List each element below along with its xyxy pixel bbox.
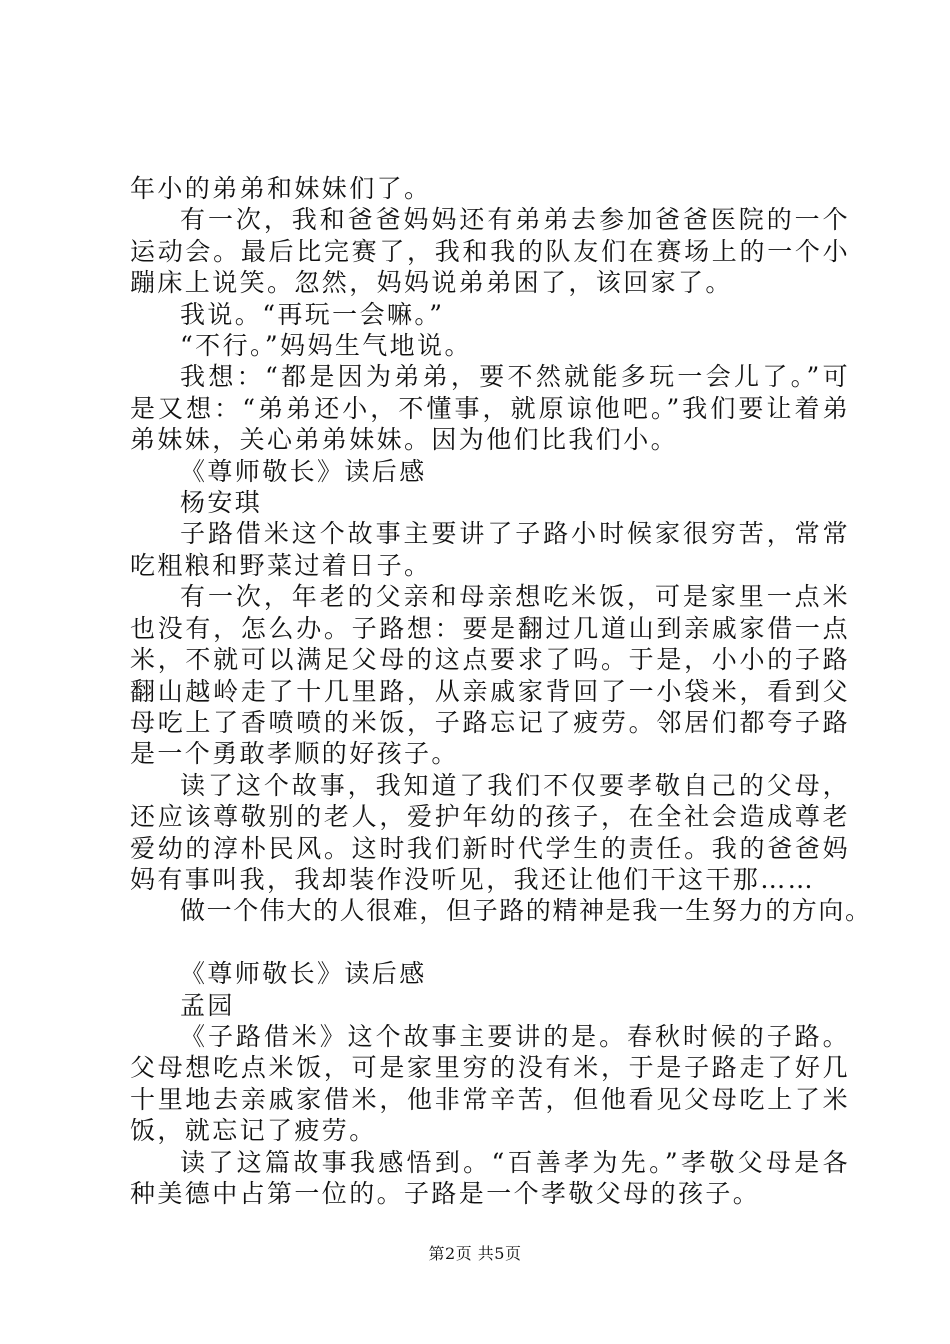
- essay-title: 《尊师敬长》读后感: [180, 456, 427, 486]
- essay-author: 杨安琪: [180, 488, 263, 518]
- paragraph: 《子路借米》这个故事主要讲的是。春秋时候的子路。父母想吃点米饭，可是家里穷的没有米，于是子路走了好几十里地去亲戚家借米，他非常辛苦，但他看见父母吃上了米饭，就忘记了疲劳。: [130, 1021, 850, 1146]
- page-number-footer: 第2页 共5页: [428, 1244, 522, 1263]
- paragraph: 做一个伟大的人很难，但子路的精神是我一生努力的方向。: [180, 896, 872, 926]
- paragraph: 有一次，我和爸爸妈妈还有弟弟去参加爸爸医院的一个运动会。最后比完赛了，我和我的队友们在赛场上的一个小蹦床上说笑。忽然，妈妈说弟弟困了，该回家了。: [130, 205, 850, 298]
- document-body: [130, 173, 872, 1209]
- paragraph: 子路借米这个故事主要讲了子路小时候家很穷苦，常常吃粗粮和野菜过着日子。: [130, 519, 850, 580]
- paragraph: “不行。”妈妈生气地说。: [180, 331, 472, 361]
- paragraph: 读了这个故事，我知道了我们不仅要孝敬自己的父母，还应该尊敬别的老人，爱护年幼的孩子，在全社会造成尊老爱幼的淳朴民风。这时我们新时代学生的责任。我的爸爸妈妈有事叫我，我却装作没听见，我还让他们干这干那……: [130, 770, 850, 894]
- paragraph: 年小的弟弟和妹妹们了。: [130, 174, 432, 203]
- blank-line: [130, 927, 850, 958]
- essay-title: 《尊师敬长》读后感: [180, 959, 427, 989]
- paragraph: 有一次，年老的父亲和母亲想吃米饭，可是家里一点米也没有，怎么办。子路想：要是翻过几道山到亲戚家借一点米，不就可以满足父母的这点要求了吗。于是，小小的子路翻山越岭走了十几里路，从亲戚家背回了一小袋米，看到父母吃上了香喷喷的米饭，子路忘记了疲劳。邻居们都夸子路是一个勇敢孝顺的好孩子。: [130, 582, 850, 769]
- essay-author: 孟园: [180, 990, 235, 1020]
- paragraph: 读了这篇故事我感悟到。“百善孝为先。”孝敬父母是各种美德中占第一位的。子路是一个孝敬父母的孩子。: [130, 1147, 850, 1208]
- paragraph: 我说。“再玩一会嘛。”: [180, 299, 445, 329]
- paragraph: 我想：“都是因为弟弟，要不然就能多玩一会儿了。”可是又想：“弟弟还小，不懂事，就原谅他吧。”我们要让着弟弟妹妹，关心弟弟妹妹。因为他们比我们小。: [130, 362, 850, 455]
